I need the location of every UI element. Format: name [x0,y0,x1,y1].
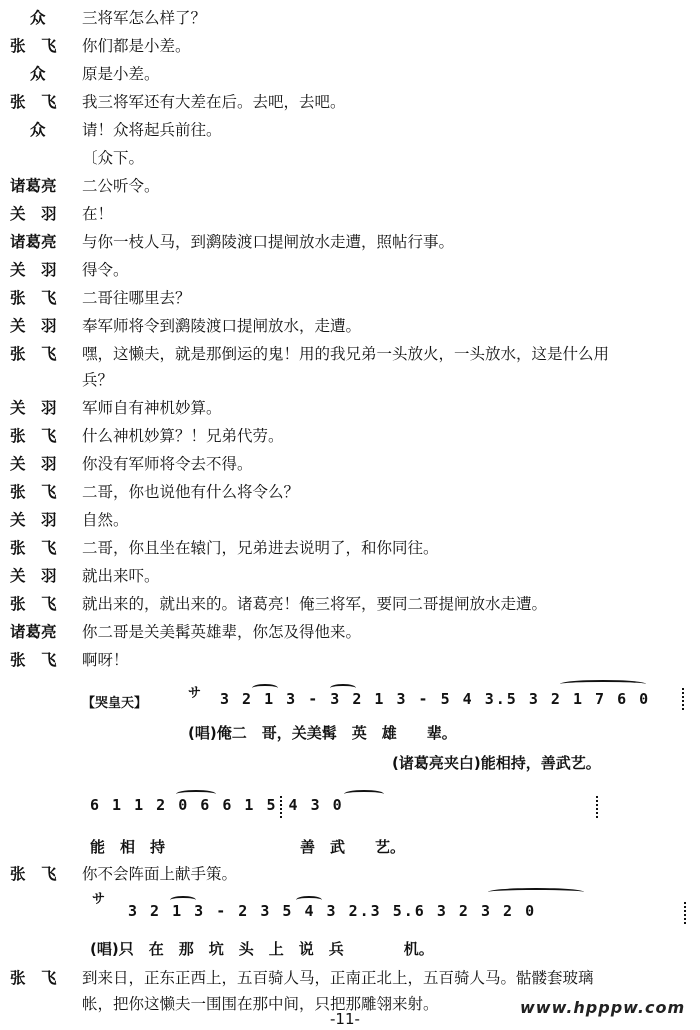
dialogue-line [0,534,700,562]
dialogue-text: 与你一枝人马，到㶉陵渡口提闸放水走遭，照帖行事。 [82,233,455,251]
dialogue-text: 三将军怎么样了？ [82,9,207,27]
dialogue-text: 什么神机妙算？！兄弟代劳。 [82,427,284,445]
dialogue-line [0,450,700,478]
dialogue-line [0,340,700,368]
dialogue-text: 兵？ [82,371,114,389]
speaker-label: 张 飞 [10,289,57,307]
dialogue-text: 二公听令。 [82,177,160,195]
speaker-label: 张 飞 [10,969,57,987]
dialogue-line [0,506,700,534]
dialogue-text: 嘿，这懒夫，就是那倒运的鬼！用的我兄弟一头放火，一头放水，这是什么用 [82,345,610,363]
bar-line [682,688,684,710]
speaker-label: 张 飞 [10,345,57,363]
speaker-label: 诸葛亮 [10,623,57,641]
slur-mark [252,684,278,692]
speaker-label: 张 飞 [10,37,57,55]
free-meter-mark: サ [92,892,106,907]
stage-direction [0,144,700,172]
notation-numbers: 6 1 1 2 0 6 6 1 5 4 3 0 [90,796,344,814]
dialogue-text: 就出来的，就出来的。诸葛亮！俺三将军，要同二哥提闸放水走遭。 [82,595,548,613]
speaker-label: 张 飞 [10,483,57,501]
bar-line [596,796,598,818]
dialogue-line [0,590,700,618]
dialogue-text: 啊呀！ [82,651,129,669]
dialogue-line [0,478,700,506]
speaker-label: 众 [30,121,46,139]
dialogue-continuation [0,366,700,394]
dialogue-text: 你没有军师将令去不得。 [82,455,253,473]
slur-mark [488,888,584,896]
speaker-label: 关 羽 [10,511,57,529]
dialogue-line [0,60,700,88]
dialogue-line [0,256,700,284]
dialogue-text: 奉军师将令到㶉陵渡口提闸放水，走遭。 [82,317,362,335]
dialogue-text: 〔众下。 [82,149,145,167]
dialogue-text: 得令。 [82,261,129,279]
speaker-label: 关 羽 [10,261,57,279]
page-number: -11- [330,1010,360,1028]
speaker-label: 诸葛亮 [10,177,57,195]
slur-mark [344,790,384,798]
dialogue-line [0,4,700,32]
lyric-line: 能 相 持 [90,838,166,856]
score-row [0,888,700,934]
speaker-label: 张 飞 [10,651,57,669]
dialogue-line [0,200,700,228]
dialogue-text: 请！众将起兵前往。 [82,121,222,139]
score-row [0,680,700,726]
speaker-label: 众 [30,65,46,83]
dialogue-text: 自然。 [82,511,129,529]
bar-line [684,902,686,924]
dialogue-line [0,32,700,60]
dialogue-line [0,646,700,674]
dialogue-line [0,618,700,646]
speaker-label: 张 飞 [10,93,57,111]
dialogue-text: 你二哥是关美髯英雄辈，你怎及得他来。 [82,623,362,641]
dialogue-line [0,394,700,422]
lyric-line: 善 武 艺。 [300,838,406,856]
dialogue-text: 就出来吓。 [82,567,160,585]
dialogue-line [0,422,700,450]
watermark: www.hpppw.com [520,998,686,1017]
notation-numbers: 3 2 1 3 - 2 3 5 4 3 2.3 5.6 3 2 3 2 0 [128,902,537,920]
dialogue-text: 二哥，你且坐在辕门，兄弟进去说明了，和你同往。 [82,539,439,557]
lyric-line: (唱)只 在 那 坑 头 上 说 兵 机。 [90,940,434,958]
slur-mark [560,680,646,688]
speaker-label: 张 飞 [10,595,57,613]
tune-name: 【哭皇天】 [82,696,148,711]
dialogue-line [0,312,700,340]
speaker-label: 关 羽 [10,399,57,417]
dialogue-line [0,172,700,200]
speaker-label: 张 飞 [10,539,57,557]
slur-mark [170,896,196,904]
speaker-label: 张 飞 [10,865,57,883]
speaker-label: 张 飞 [10,427,57,445]
speaker-label: 关 羽 [10,455,57,473]
notation-numbers: 3 2 1 3 - 3 2 1 3 - 5 4 3.5 3 2 1 7 6 0 [220,690,651,708]
dialogue-text: 二哥往哪里去？ [82,289,191,307]
speaker-label: 关 羽 [10,567,57,585]
slur-mark [176,790,216,798]
dialogue-text: 原是小差。 [82,65,160,83]
spoken-aside: (诸葛亮夹白)能相持，善武艺。 [392,754,601,772]
dialogue-text: 你们都是小差。 [82,37,191,55]
lyric-line: (唱)俺二 哥，关美髯 英 雄 辈。 [188,724,457,742]
dialogue-text: 到来日，正东正西上，五百骑人马，正南正北上，五百骑人马。骷髅套玻璃 [82,969,594,987]
dialogue-text: 军师自有神机妙算。 [82,399,222,417]
speaker-label: 众 [30,9,46,27]
bar-line [280,796,282,818]
dialogue-text: 我三将军还有大差在后。去吧，去吧。 [82,93,346,111]
dialogue-text: 你不会阵面上献手策。 [82,865,238,883]
dialogue-line [0,964,700,992]
dialogue-line [0,88,700,116]
dialogue-line [0,562,700,590]
free-meter-mark: サ [188,686,202,701]
speaker-label: 关 羽 [10,205,57,223]
dialogue-line [0,116,700,144]
score-row [0,786,700,832]
slur-mark [296,896,322,904]
dialogue-text: 帐，把你这懒夫一围围在那中间，只把那雕翎来射。 [82,995,439,1013]
slur-mark [330,684,356,692]
dialogue-text: 在！ [82,205,114,223]
dialogue-line [0,228,700,256]
speaker-label: 诸葛亮 [10,233,57,251]
speaker-label: 关 羽 [10,317,57,335]
dialogue-line [0,860,700,888]
dialogue-line [0,284,700,312]
dialogue-text: 二哥，你也说他有什么将令么？ [82,483,300,501]
